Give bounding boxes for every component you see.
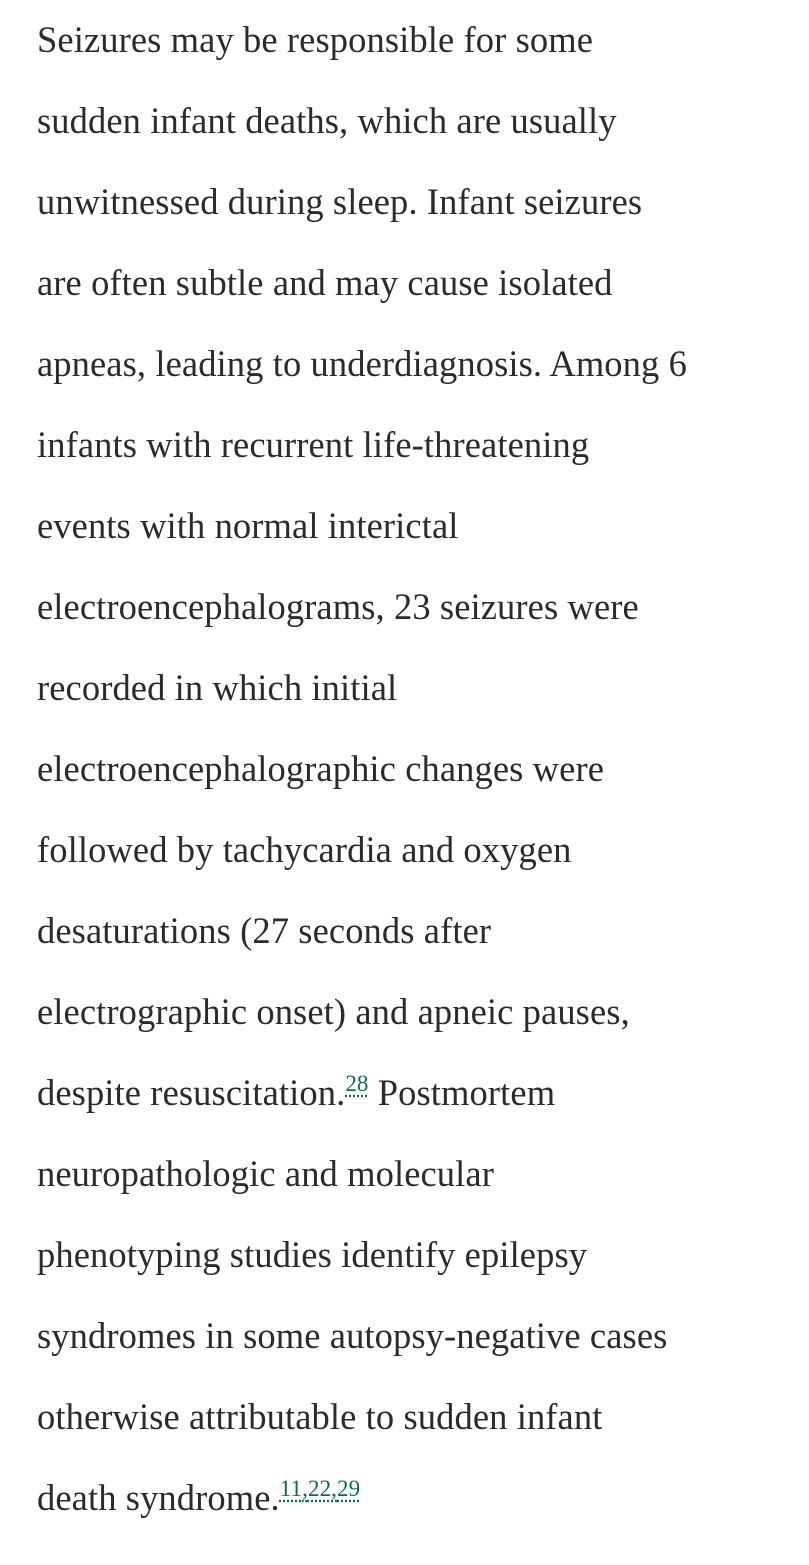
text-line: are often subtle and may cause isolated bbox=[37, 262, 613, 303]
text-line: electroencephalograms, 23 seizures were bbox=[37, 586, 639, 627]
text-line: desaturations (27 seconds after bbox=[37, 910, 492, 951]
citation-separator: , bbox=[331, 1476, 338, 1501]
citation-link-22[interactable]: 22 bbox=[307, 1476, 332, 1501]
text-line: Seizures may be responsible for some bbox=[37, 19, 594, 60]
text-line: neuropathologic and molecular bbox=[37, 1153, 494, 1194]
text-line: sudden infant deaths, which are usually bbox=[37, 100, 617, 141]
citation-link-11[interactable]: 11 bbox=[279, 1476, 303, 1501]
text-line: syndromes in some autopsy-negative cases bbox=[37, 1315, 668, 1356]
text-line: apneas, leading to underdiagnosis. Among 6 bbox=[37, 343, 687, 384]
text-line: electroencephalographic changes were bbox=[37, 748, 604, 789]
text-segment: death syndrome. bbox=[37, 1477, 280, 1518]
text-line-with-citation bbox=[37, 1071, 555, 1120]
text-line: recorded in which initial bbox=[37, 667, 398, 708]
text-line: otherwise attributable to sudden infant bbox=[37, 1396, 603, 1437]
text-line: followed by tachycardia and oxygen bbox=[37, 829, 572, 870]
citation-link-28[interactable]: 28 bbox=[345, 1071, 369, 1096]
text-line: electrographic onset) and apneic pauses, bbox=[37, 991, 630, 1032]
text-line: unwitnessed during sleep. Infant seizures bbox=[37, 181, 643, 222]
citation-separator: , bbox=[302, 1476, 308, 1501]
text-line: phenotyping studies identify epilepsy bbox=[37, 1234, 588, 1275]
text-line: events with normal interictal bbox=[37, 505, 459, 546]
text-line-with-citation bbox=[37, 1476, 360, 1525]
text-line: infants with recurrent life-threatening bbox=[37, 424, 590, 465]
text-segment: despite resuscitation. bbox=[37, 1072, 346, 1113]
citation-link-29[interactable]: 29 bbox=[337, 1476, 361, 1501]
text-segment: Postmortem bbox=[368, 1072, 556, 1113]
